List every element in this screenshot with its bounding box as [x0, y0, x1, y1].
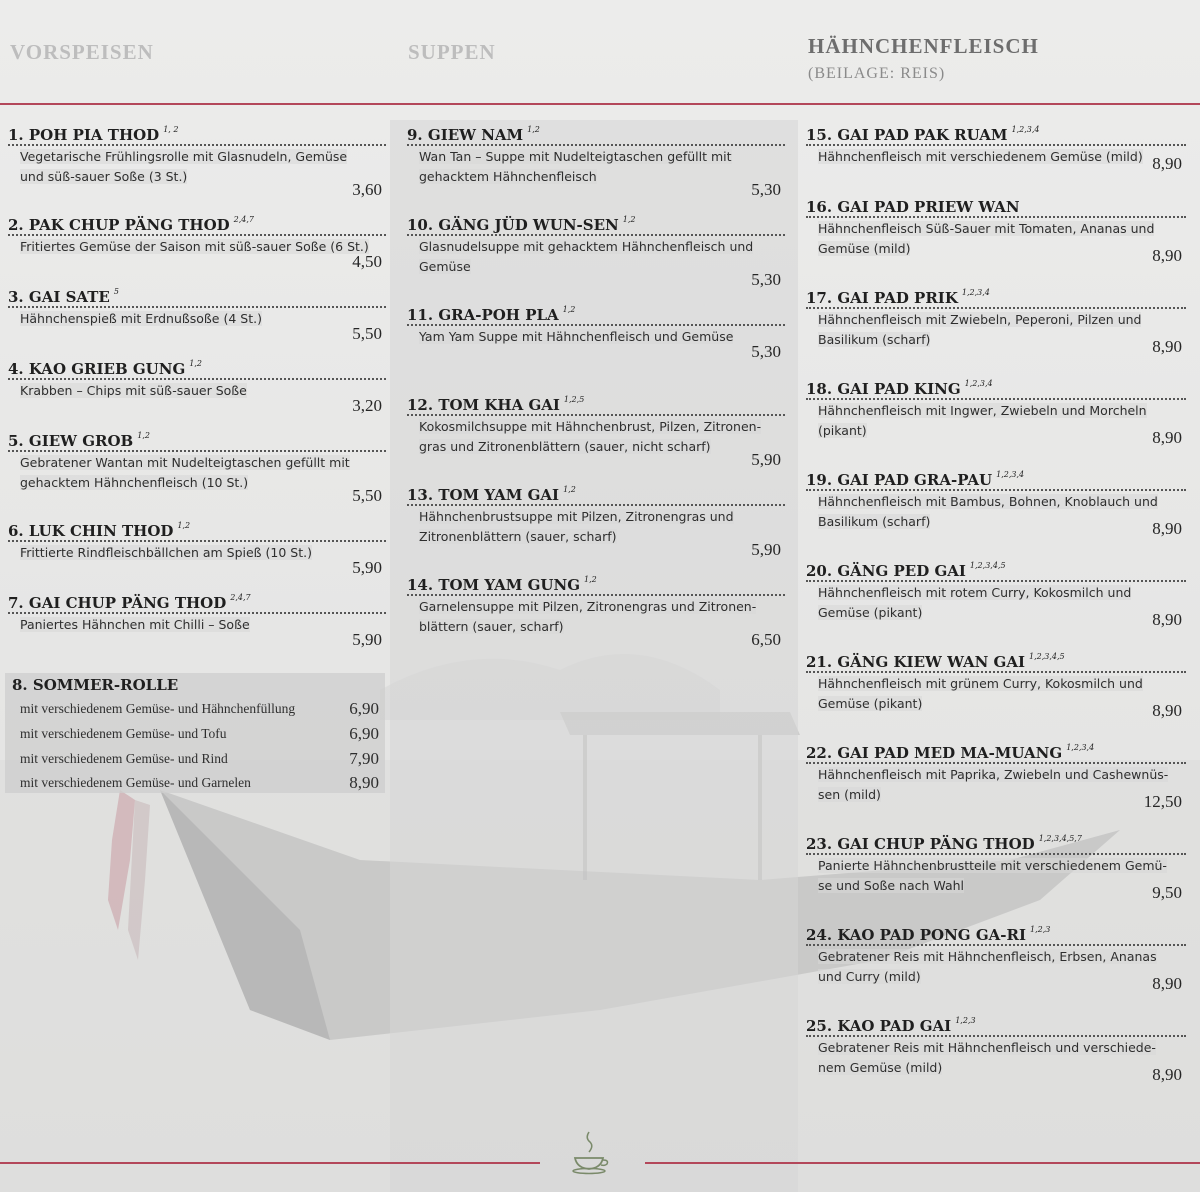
sommer-rolle-option: [20, 701, 379, 717]
allergen-codes: 2,4,7: [230, 593, 251, 602]
menu-item-name: 24. KAO PAD PONG GA-RI: [806, 926, 1026, 944]
description-line: Basilikum (scharf): [818, 514, 931, 529]
menu-item-title: [8, 284, 386, 308]
menu-item-price: 9,50: [1152, 883, 1182, 902]
menu-item-price: 8,90: [1152, 337, 1182, 356]
teacup-icon: [565, 1128, 613, 1176]
haehnchen-column: [806, 122, 1186, 1102]
allergen-codes: 1,2: [584, 575, 597, 584]
menu-item-price: 5,90: [352, 558, 382, 577]
suppen-column: [407, 122, 785, 652]
description-line: Hähnchenfleisch mit verschiedenem Gemüse (mild): [818, 149, 1143, 164]
description-line: Hähnchenfleisch mit rotem Curry, Kokosmilch und: [818, 585, 1132, 600]
description-line: Basilikum (scharf): [818, 332, 931, 347]
allergen-codes: 2,4,7: [233, 215, 254, 224]
menu-item-description: [20, 309, 378, 329]
description-line: Gemüse (pikant): [818, 696, 923, 711]
allergen-codes: 1,2: [189, 359, 203, 368]
menu-item-description: [818, 583, 1178, 623]
menu-item-price: 8,90: [1152, 610, 1182, 629]
section-title-vorspeisen: VORSPEISEN: [10, 40, 154, 64]
sommer-option-price: 7,90: [349, 749, 379, 768]
description-line: gehacktem Hähnchenfleisch: [419, 169, 597, 184]
menu-item-name: 20. GÄNG PED GAI: [806, 562, 966, 580]
menu-item-title: [806, 467, 1186, 491]
menu-item-price: 5,90: [751, 540, 781, 559]
allergen-codes: 1,2,3,4: [996, 470, 1025, 479]
menu-item-name: 6. LUK CHIN THOD: [8, 522, 174, 540]
menu-item-name: 1. POH PIA THOD: [8, 126, 160, 144]
description-line: Hähnchenbrustsuppe mit Pilzen, Zitronengras und: [419, 509, 734, 524]
menu-item-description: [419, 417, 777, 457]
description-line: Gebratener Reis mit Hähnchenfleisch, Erbsen, Ananas: [818, 949, 1157, 964]
section-title-suppen: SUPPEN: [408, 40, 496, 64]
sommer-option-label: mit verschiedenem Gemüse- und Rind: [20, 751, 228, 766]
description-line: Gebratener Wantan mit Nudelteigtaschen gefüllt mit: [20, 455, 350, 470]
allergen-codes: 1,2,3,4: [1066, 743, 1095, 752]
menu-item-price: 5,50: [352, 324, 382, 343]
description-line: Gemüse: [419, 259, 471, 274]
description-line: Glasnudelsuppe mit gehacktem Hähnchenfleisch und: [419, 239, 754, 254]
description-line: gehacktem Hähnchenfleisch (10 St.): [20, 475, 249, 490]
menu-item-description: [818, 765, 1178, 805]
description-line: Hähnchenfleisch mit grünem Curry, Kokosmilch und: [818, 676, 1143, 691]
description-line: Frittierte Rindfleischbällchen am Spieß (10 St.): [20, 545, 312, 560]
menu-item-title: [806, 649, 1186, 673]
allergen-codes: 1,2,3: [1029, 925, 1051, 934]
menu-item-title: [8, 428, 386, 452]
menu-item-price: 8,90: [1152, 154, 1182, 173]
allergen-codes: 1,2,3,4: [964, 379, 993, 388]
menu-item-price: 8,90: [1152, 519, 1182, 538]
description-line: Gebratener Reis mit Hähnchenfleisch und verschiede-: [818, 1040, 1156, 1055]
menu-item-name: 14. TOM YAM GUNG: [407, 576, 580, 594]
sommer-rolle-option: [20, 726, 379, 742]
menu-item-name: 3. GAI SATE: [8, 288, 110, 306]
description-line: Gemüse (pikant): [818, 605, 923, 620]
sommer-rolle-option: [20, 751, 379, 767]
menu-item-description: [20, 453, 378, 493]
menu-item-price: 8,90: [1152, 1065, 1182, 1084]
menu-item-price: 8,90: [1152, 246, 1182, 265]
footer-rule-right: [645, 1162, 1200, 1164]
menu-item-price: 8,90: [1152, 974, 1182, 993]
sommer-rolle-title: 8. SOMMER-ROLLE: [12, 676, 179, 694]
description-line: gras und Zitronenblättern (sauer, nicht scharf): [419, 439, 711, 454]
menu-item-price: 8,90: [1152, 428, 1182, 447]
menu-item-description: [419, 597, 777, 637]
menu-item-title: [806, 1013, 1186, 1037]
description-line: Vegetarische Frühlingsrolle mit Glasnudeln, Gemüse: [20, 149, 348, 164]
menu-item-description: [20, 237, 378, 257]
allergen-codes: 1,2: [562, 305, 576, 314]
menu-item-name: 10. GÄNG JÜD WUN-SEN: [407, 216, 619, 234]
description-line: se und Soße nach Wahl: [818, 878, 965, 893]
menu-item-name: 9. GIEW NAM: [407, 126, 524, 144]
sommer-option-price: 8,90: [349, 773, 379, 792]
menu-item-description: [20, 147, 378, 187]
menu-item-name: 7. GAI CHUP PÄNG THOD: [8, 594, 227, 612]
menu-item-name: 15. GAI PAD PAK RUAM: [806, 126, 1008, 144]
menu-item-title: [8, 356, 386, 380]
footer-rule-left: [0, 1162, 540, 1164]
description-line: Zitronenblättern (sauer, scharf): [419, 529, 617, 544]
vorspeisen-column: [8, 122, 386, 682]
menu-item-name: 23. GAI CHUP PÄNG THOD: [806, 835, 1035, 853]
menu-item-title: [8, 590, 386, 614]
allergen-codes: 1,2,3: [955, 1016, 976, 1025]
menu-item-price: 5,50: [352, 486, 382, 505]
description-line: Kokosmilchsuppe mit Hähnchenbrust, Pilzen, Zitronen-: [419, 419, 762, 434]
allergen-codes: 1, 2: [163, 125, 179, 134]
allergen-codes: 5: [113, 287, 119, 296]
allergen-codes: 1,2: [527, 125, 540, 134]
allergen-codes: 1,2: [622, 215, 636, 224]
menu-item-title: [806, 558, 1186, 582]
menu-item-price: 6,50: [751, 630, 781, 649]
menu-item-name: 18. GAI PAD KING: [806, 380, 961, 398]
menu-item-title: [806, 285, 1186, 309]
menu-item-price: 5,30: [751, 270, 781, 289]
menu-item-name: 13. TOM YAM GAI: [407, 486, 560, 504]
description-line: und Curry (mild): [818, 969, 921, 984]
menu-item-price: 8,90: [1152, 701, 1182, 720]
allergen-codes: 1,2,5: [563, 395, 585, 404]
description-line: (pikant): [818, 423, 867, 438]
menu-item-title: [407, 482, 785, 506]
menu-item-description: [20, 615, 378, 635]
description-line: sen (mild): [818, 787, 881, 802]
description-line: blättern (sauer, scharf): [419, 619, 564, 634]
menu-item-title: [806, 194, 1186, 218]
description-line: Hähnchenfleisch Süß-Sauer mit Tomaten, Ananas und: [818, 221, 1155, 236]
menu-item-description: [818, 310, 1178, 350]
menu-item-description: [818, 219, 1178, 259]
menu-item-price: 5,90: [751, 450, 781, 469]
menu-item-name: 21. GÄNG KIEW WAN GAI: [806, 653, 1025, 671]
description-line: Fritiertes Gemüse der Saison mit süß-sauer Soße (6 St.): [20, 239, 369, 254]
menu-item-title: [407, 212, 785, 236]
section-title-haehnchen: HÄHNCHENFLEISCH: [808, 34, 1039, 58]
menu-item-price: 4,50: [352, 252, 382, 271]
menu-item-price: 5,90: [352, 630, 382, 649]
section-subtitle-haehnchen: (BEILAGE: REIS): [808, 65, 946, 82]
menu-item-name: 4. KAO GRIEB GUNG: [8, 360, 186, 378]
menu-item-description: [818, 856, 1178, 896]
menu-item-title: [806, 376, 1186, 400]
menu-item-name: 22. GAI PAD MED MA-MUANG: [806, 744, 1063, 762]
description-line: Garnelensuppe mit Pilzen, Zitronengras und Zitronen-: [419, 599, 757, 614]
description-line: Gemüse (mild): [818, 241, 911, 256]
description-line: Hähnchenfleisch mit Paprika, Zwiebeln und Cashewnüs-: [818, 767, 1169, 782]
allergen-codes: 1,2: [177, 521, 191, 530]
allergen-codes: 1,2,3,4: [961, 288, 990, 297]
description-line: Hähnchenfleisch mit Bambus, Bohnen, Knoblauch und: [818, 494, 1158, 509]
menu-item-title: [407, 302, 785, 326]
menu-item-price: 3,60: [352, 180, 382, 199]
sommer-option-label: mit verschiedenem Gemüse- und Garnelen: [20, 775, 251, 790]
menu-item-price: 5,30: [751, 342, 781, 361]
menu-item-name: 12. TOM KHA GAI: [407, 396, 560, 414]
sommer-option-label: mit verschiedenem Gemüse- und Tofu: [20, 726, 227, 741]
menu-item-description: [20, 381, 378, 401]
sommer-option-label: mit verschiedenem Gemüse- und Hähnchenfüllung: [20, 701, 296, 716]
description-line: Paniertes Hähnchen mit Chilli – Soße: [20, 617, 250, 632]
menu-item-description: [20, 543, 378, 563]
description-line: Hähnchenfleisch mit Zwiebeln, Peperoni, Pilzen und: [818, 312, 1142, 327]
description-line: Hähnchenspieß mit Erdnußsoße (4 St.): [20, 311, 262, 326]
menu-item-name: 17. GAI PAD PRIK: [806, 289, 958, 307]
menu-item-name: 25. KAO PAD GAI: [806, 1017, 952, 1035]
header-rule: [0, 103, 1200, 105]
menu-item-price: 5,30: [751, 180, 781, 199]
menu-item-title: [8, 518, 386, 542]
menu-item-price: 12,50: [1143, 792, 1182, 811]
description-line: Yam Yam Suppe mit Hähnchenfleisch und Gemüse: [419, 329, 734, 344]
menu-item-description: [419, 507, 777, 547]
description-line: nem Gemüse (mild): [818, 1060, 943, 1075]
allergen-codes: 1,2,3,4,5: [969, 561, 1006, 570]
allergen-codes: 1,2,3,4,5: [1029, 652, 1065, 661]
allergen-codes: 1,2: [137, 431, 150, 440]
sommer-option-price: 6,90: [349, 699, 379, 718]
menu-item-description: [818, 1038, 1178, 1078]
description-line: Panierte Hähnchenbrustteile mit verschiedenem Gemü-: [818, 858, 1167, 873]
menu-item-title: [407, 122, 785, 146]
menu-item-name: 5. GIEW GROB: [8, 432, 134, 450]
menu-item-name: 16. GAI PAD PRIEW WAN: [806, 198, 1020, 216]
menu-item-title: [8, 212, 386, 236]
sommer-rolle-box: [5, 673, 385, 793]
menu-item-title: [806, 122, 1186, 146]
menu-item-title: [806, 922, 1186, 946]
menu-item-price: 3,20: [352, 396, 382, 415]
menu-item-description: [419, 237, 777, 277]
menu-item-name: 19. GAI PAD GRA-PAU: [806, 471, 993, 489]
menu-item-name: 2. PAK CHUP PÄNG THOD: [8, 216, 230, 234]
menu-item-description: [419, 327, 777, 347]
menu-item-description: [818, 492, 1178, 532]
menu-item-description: [419, 147, 777, 187]
menu-item-title: [806, 831, 1186, 855]
sommer-option-price: 6,90: [349, 724, 379, 743]
description-line: Wan Tan – Suppe mit Nudelteigtaschen gefüllt mit: [419, 149, 732, 164]
menu-item-description: [818, 401, 1178, 441]
allergen-codes: 1,2,3,4: [1011, 125, 1040, 134]
allergen-codes: 1,2: [563, 485, 576, 494]
sommer-rolle-option: [20, 775, 379, 791]
description-line: Krabben – Chips mit süß-sauer Soße: [20, 383, 247, 398]
menu-item-description: [818, 674, 1178, 714]
menu-item-title: [407, 572, 785, 596]
allergen-codes: 1,2,3,4,5,7: [1038, 834, 1082, 843]
menu-item-title: [407, 392, 785, 416]
description-line: und süß-sauer Soße (3 St.): [20, 169, 188, 184]
menu-item-description: [818, 147, 1178, 167]
menu-item-title: [806, 740, 1186, 764]
menu-item-title: [8, 122, 386, 146]
menu-item-name: 11. GRA-POH PLA: [407, 306, 559, 324]
description-line: Hähnchenfleisch mit Ingwer, Zwiebeln und Morcheln: [818, 403, 1147, 418]
menu-item-description: [818, 947, 1178, 987]
